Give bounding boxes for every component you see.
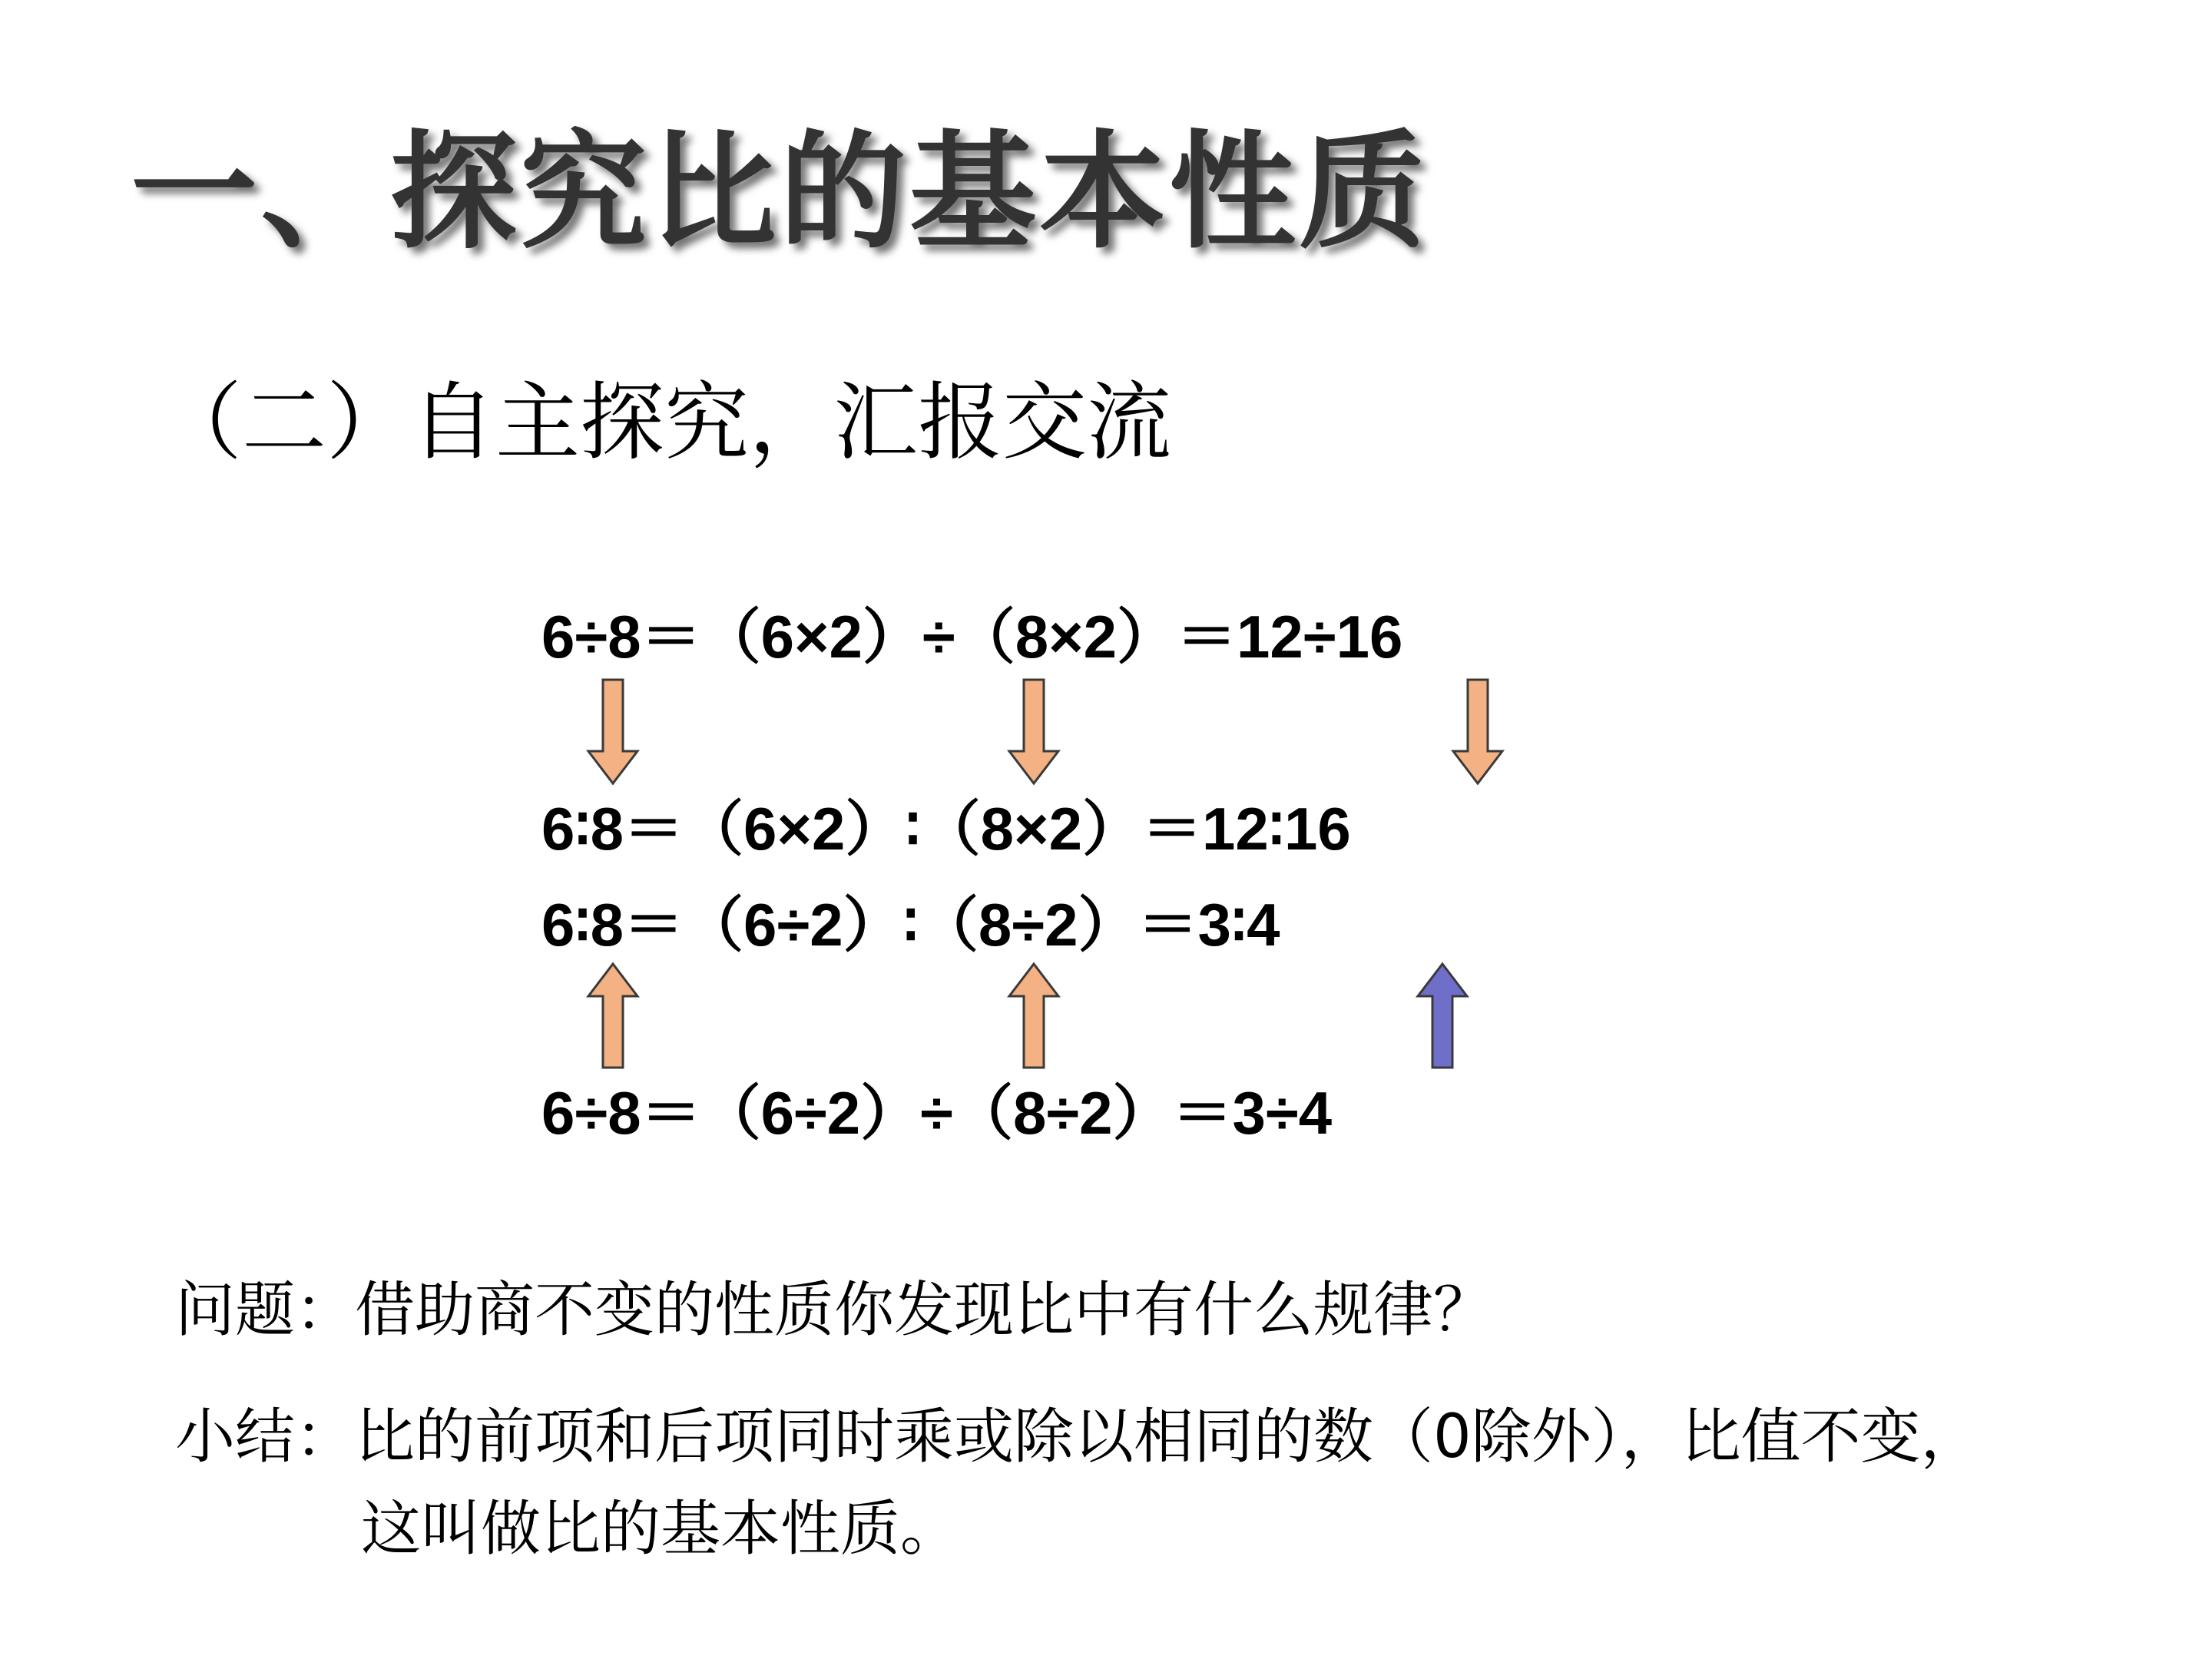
summary-text-line1: 小结：比的前项和后项同时乘或除以相同的数（0除外），比值不变， <box>175 1402 1981 1472</box>
up-arrow-icon <box>1009 964 1058 1068</box>
equation-ratio-divide: 6∶8＝（6÷2）∶（8÷2）＝3∶4 <box>541 891 1280 959</box>
equation-division-divide: 6÷8＝（6÷2）÷（8÷2）＝3÷4 <box>541 1079 1333 1147</box>
down-arrow-icon <box>1009 680 1058 783</box>
summary-text-line2: 这叫做比的基本性质。 <box>361 1495 961 1564</box>
down-arrow-icon <box>588 680 637 783</box>
down-arrow-icon <box>1453 680 1502 783</box>
equation-ratio-multiply: 6∶8＝（6×2）∶（8×2）＝12∶16 <box>541 795 1351 863</box>
slide-title: 一、探究比的基本性质 <box>131 118 1429 266</box>
equation-division-multiply: 6÷8＝（6×2）÷（8×2）＝12÷16 <box>541 603 1403 671</box>
question-text: 问题：借助商不变的性质你发现比中有什么规律？ <box>175 1276 1494 1345</box>
up-arrow-icon <box>588 964 637 1068</box>
section-subtitle: （二）自主探究，汇报交流 <box>157 373 1171 472</box>
up-arrow-icon <box>1418 964 1467 1068</box>
